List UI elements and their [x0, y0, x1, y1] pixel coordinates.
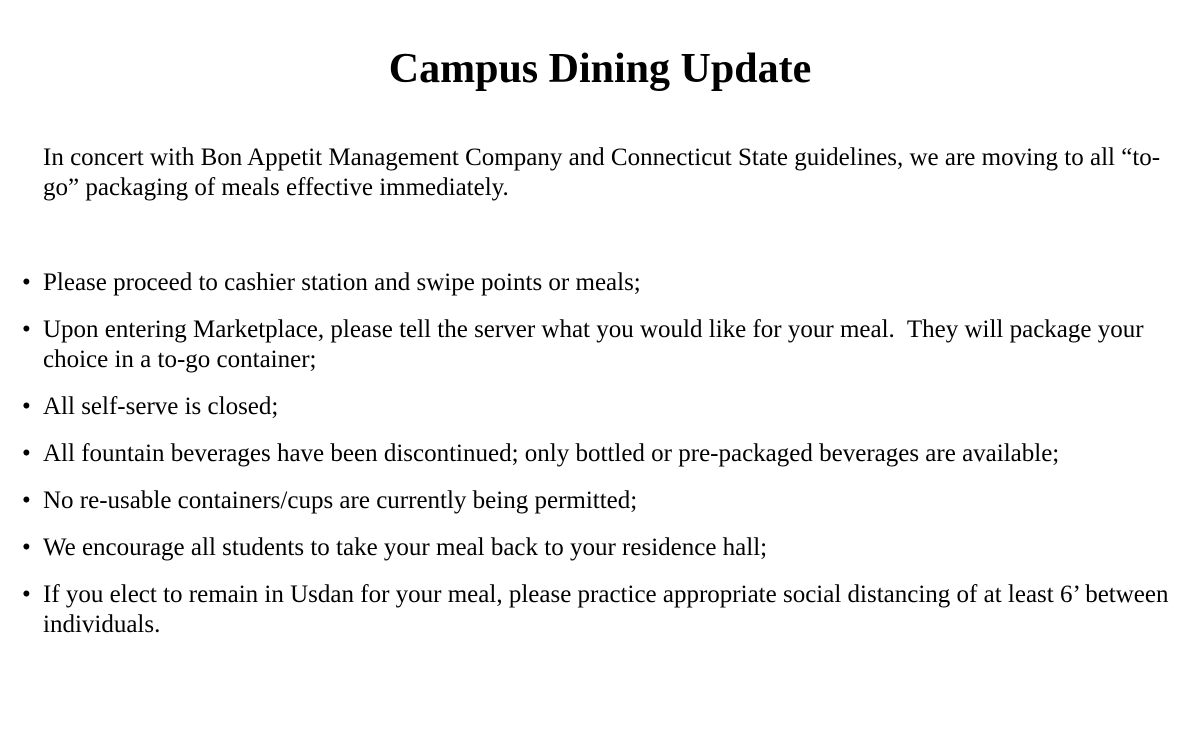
list-item-text: We encourage all students to take your meal back to your residence hall;: [43, 534, 768, 561]
list-item-text: Please proceed to cashier station and swipe points or meals;: [43, 269, 641, 296]
list-item-text: All fountain beverages have been discontinued; only bottled or pre-packaged beverages are available;: [43, 440, 1060, 467]
list-item-text: Upon entering Marketplace, please tell the server what you would like for your meal. They will package your choice in a to-go container;: [43, 316, 1144, 373]
bullet-icon: •: [22, 393, 31, 420]
list-item-text: If you elect to remain in Usdan for your meal, please practice appropriate social distancing of at least 6’ between individuals.: [43, 581, 1169, 638]
list-item: [20, 268, 1180, 298]
bullet-icon: •: [22, 534, 31, 561]
list-item: [20, 486, 1180, 516]
list-item: [20, 533, 1180, 563]
bullet-icon: •: [22, 269, 31, 296]
intro-paragraph: In concert with Bon Appetit Management Company and Connecticut State guidelines, we are moving to all “to-go” packaging of meals effective immediately.: [43, 144, 1161, 201]
guidelines-list: [20, 268, 1180, 657]
bullet-icon: •: [22, 581, 31, 608]
list-item-text: All self-serve is closed;: [43, 393, 279, 420]
bullet-icon: •: [22, 440, 31, 467]
bullet-icon: •: [22, 487, 31, 514]
list-item: [20, 392, 1180, 422]
bullet-icon: •: [22, 316, 31, 343]
list-item-text: No re-usable containers/cups are currently being permitted;: [43, 487, 638, 514]
list-item: [20, 439, 1180, 469]
list-item: [20, 315, 1180, 375]
list-item: [20, 580, 1180, 640]
page-title: Campus Dining Update: [388, 46, 812, 92]
